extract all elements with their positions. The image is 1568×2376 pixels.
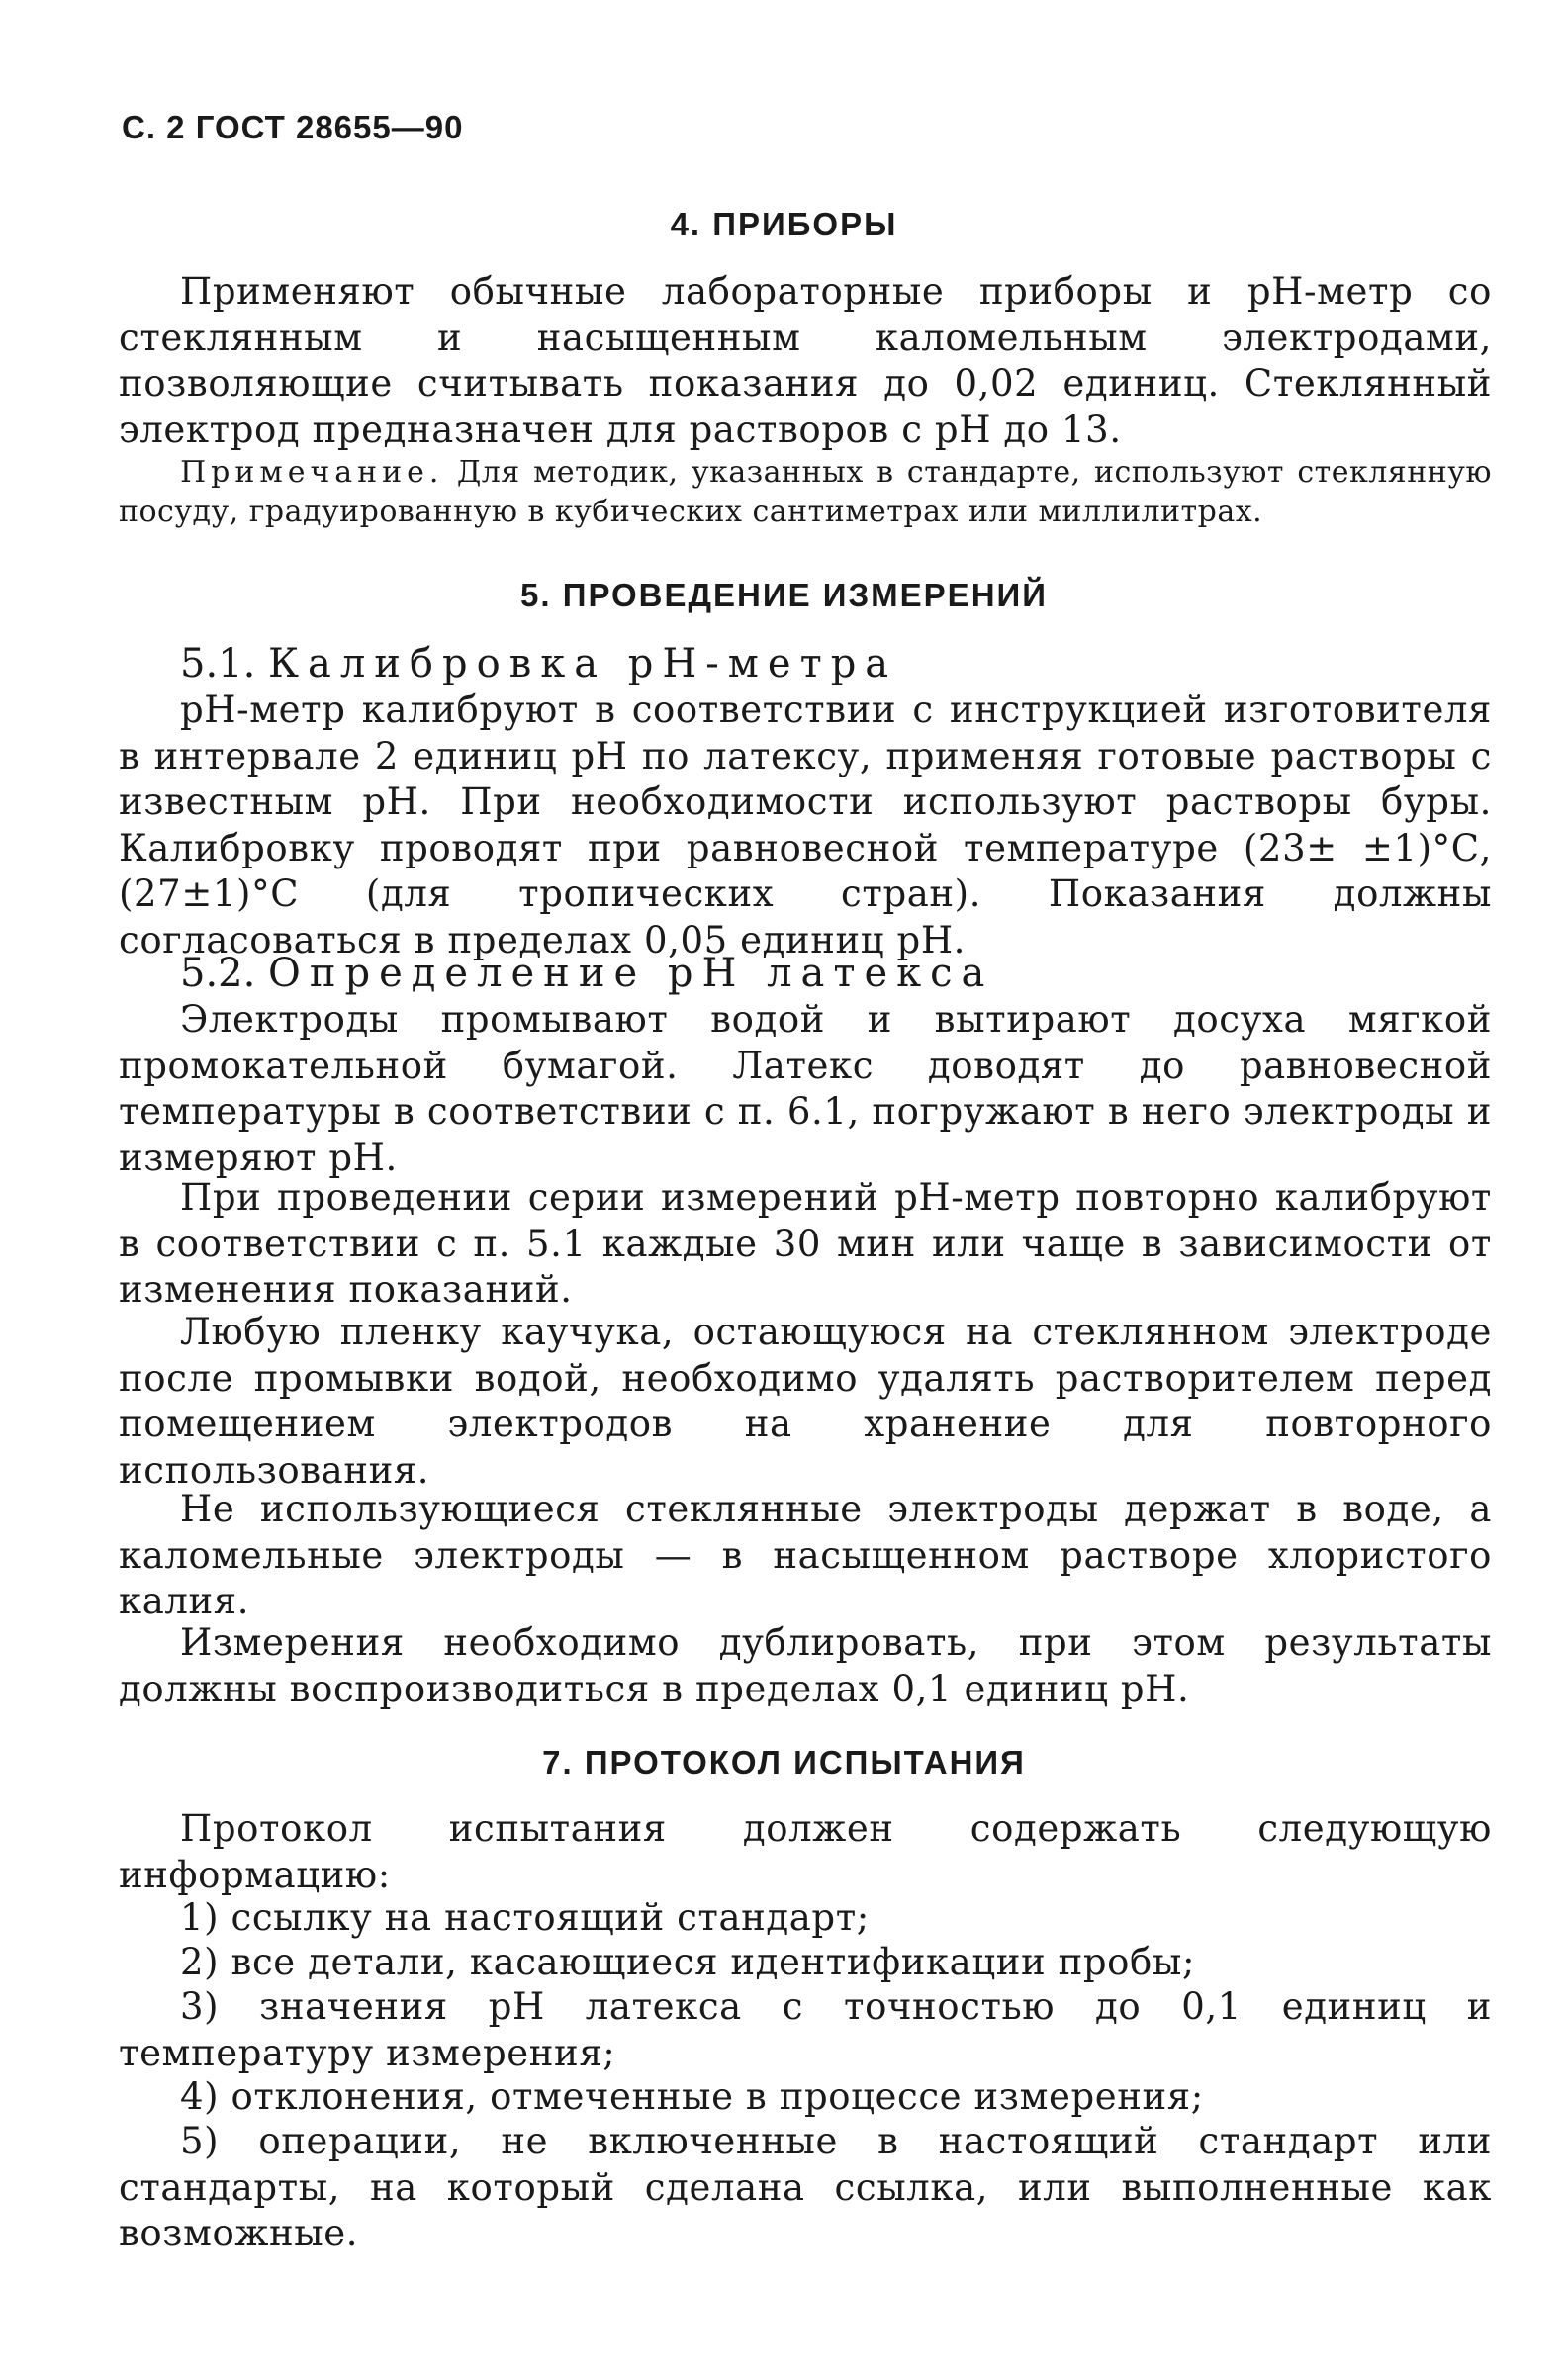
- section-4-paragraph: Применяют обычные лабораторные приборы и рН-метр со стеклянным и насыщенным каломельным электродами, позволяющие считывать показания до 0,02 единиц. Стеклянный электрод предназначен для растворов с рН до 13.: [119, 270, 1492, 451]
- page-header: С. 2 ГОСТ 28655—90: [122, 109, 464, 145]
- subsection-5-1-heading: [180, 641, 897, 686]
- subsection-5-2-title: Определение рН латекса: [268, 951, 994, 996]
- subsection-5-2-heading: [180, 951, 993, 996]
- protocol-item-5: 5) операции, не включенные в настоящий стандарт или стандарты, на который сделана ссылка, или выполненные как возможные.: [119, 2120, 1492, 2254]
- note-label: Примечание.: [180, 455, 444, 490]
- protocol-item-2: 2) все детали, касающиеся идентификации пробы;: [180, 1941, 1196, 1983]
- subsection-5-1-number: 5.1.: [180, 641, 256, 686]
- protocol-item-3: 3) значения рН латекса с точностью до 0,1 единиц и температуру измерения;: [119, 1985, 1492, 2074]
- section-4-title: 4. ПРИБОРЫ: [670, 206, 898, 242]
- subsection-5-2-number: 5.2.: [180, 951, 256, 996]
- subsection-5-2-paragraph-1: Электроды промывают водой и вытирают досуха мягкой промокательной бумагой. Латекс доводят до равновесной температуры в соответствии с п. 6.1, погружают в него электроды и измеряют рН.: [119, 998, 1492, 1179]
- protocol-item-1: 1) ссылку на настоящий стандарт;: [180, 1896, 870, 1939]
- subsection-5-1-paragraph: рН-метр калибруют в соответствии с инструкцией изготовителя в интервале 2 единиц рН по латексу, применяя готовые растворы с известным рН. При необходимости используют растворы буры. Калибровку проводят при равновесной температуре (23± ±1)°С, (27±1)°С (для тропических стран). Показания должны согласоваться в пределах 0,05 единиц рН.: [119, 688, 1492, 961]
- section-7-title: 7. ПРОТОКОЛ ИСПЫТАНИЯ: [542, 1744, 1026, 1781]
- subsection-5-2-paragraph-3: Любую пленку каучука, остающуюся на стеклянном электроде после промывки водой, необходимо удалять растворителем перед помещением электродов на хранение для повторного использования.: [119, 1311, 1492, 1492]
- subsection-5-2-paragraph-5: Измерения необходимо дублировать, при этом результаты должны воспроизводиться в пределах 0,1 единиц рН.: [119, 1621, 1492, 1710]
- protocol-item-4: 4) отклонения, отмеченные в процессе измерения;: [180, 2075, 1204, 2118]
- section-7-intro: Протокол испытания должен содержать следующую информацию:: [119, 1807, 1492, 1896]
- section-5-title: 5. ПРОВЕДЕНИЕ ИЗМЕРЕНИЙ: [520, 577, 1048, 613]
- subsection-5-2-paragraph-2: При проведении серии измерений рН-метр повторно калибруют в соответствии с п. 5.1 каждые 30 мин или чаще в зависимости от изменения показаний.: [119, 1176, 1492, 1311]
- subsection-5-1-title: Калибровка рН-метра: [268, 641, 898, 686]
- subsection-5-2-paragraph-4: Не использующиеся стеклянные электроды держат в воде, а каломельные электроды — в насыщенном растворе хлористого калия.: [119, 1488, 1492, 1622]
- section-4-note: [119, 453, 1492, 532]
- note-text: Для методик, указанных в стандарте, используют стеклянную посуду, градуированную в кубических сантиметрах или миллилитрах.: [119, 455, 1492, 529]
